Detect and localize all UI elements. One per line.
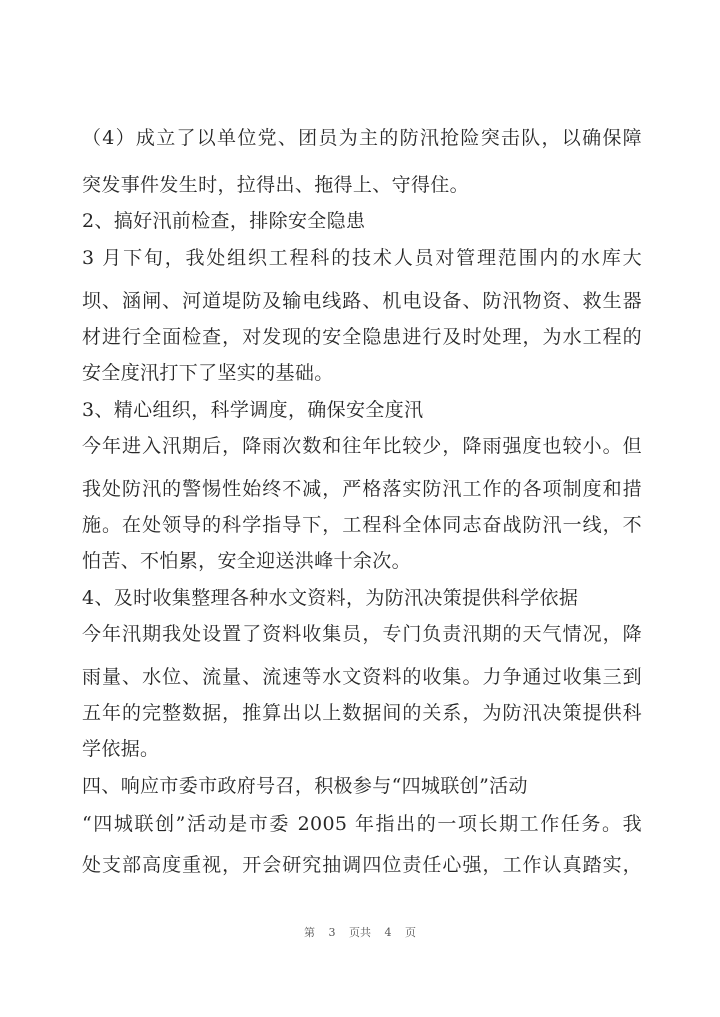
text-line: 五年的完整数据，推算出以上数据间的关系，为防汛决策提供科	[82, 702, 642, 724]
text-line: 今年汛期我处设置了资料收集员，专门负责汛期的天气情况，降	[82, 623, 642, 645]
text-line: 今年进入汛期后，降雨次数和往年比较少，降雨强度也较小。但	[82, 435, 642, 457]
footer-label-page: 第	[304, 926, 315, 939]
text-line: （4）成立了以单位党、团员为主的防汛抢险突击队，以确保障	[82, 127, 642, 149]
text-line: “四城联创”活动是市委 2005 年指出的一项长期工作任务。我	[82, 813, 642, 835]
section-heading: 4、及时收集整理各种水文资料，为防汛决策提供科学依据	[82, 587, 579, 609]
footer-label-page-of: 页共	[349, 926, 371, 939]
text-line: 学依据。	[82, 738, 160, 760]
text-line: 3 月下旬，我处组织工程科的技术人员对管理范围内的水库大	[82, 247, 642, 269]
section-heading: 四、响应市委市政府号召，积极参与“四城联创”活动	[82, 775, 528, 797]
footer-total-pages: 4	[384, 926, 392, 939]
text-line: 材进行全面检查，对发现的安全隐患进行及时处理，为水工程的	[82, 326, 642, 348]
text-line: 雨量、水位、流量、流速等水文资料的收集。力争通过收集三到	[82, 666, 642, 688]
section-heading: 3、精心组织，科学调度，确保安全度汛	[82, 399, 424, 421]
text-line: 安全度汛打下了坚实的基础。	[82, 362, 334, 384]
footer-label-pages: 页	[405, 926, 416, 939]
text-line: 突发事件发生时，拉得出、拖得上、守得住。	[82, 174, 470, 196]
text-line: 施。在处领导的科学指导下，工程科全体同志奋战防汛一线，不	[82, 514, 642, 536]
text-line: 坝、涵闸、河道堤防及输电线路、机电设备、防汛物资、救生器	[82, 290, 642, 312]
footer-current-page: 3	[328, 926, 336, 939]
page-footer	[0, 926, 720, 940]
section-heading: 2、搞好汛前检查，排除安全隐患	[82, 210, 366, 232]
text-line: 怕苦、不怕累，安全迎送洪峰十余次。	[82, 550, 411, 572]
text-line: 处支部高度重视，开会研究抽调四位责任心强，工作认真踏实，	[82, 854, 642, 876]
text-line: 我处防汛的警惕性始终不减，严格落实防汛工作的各项制度和措	[82, 478, 642, 500]
